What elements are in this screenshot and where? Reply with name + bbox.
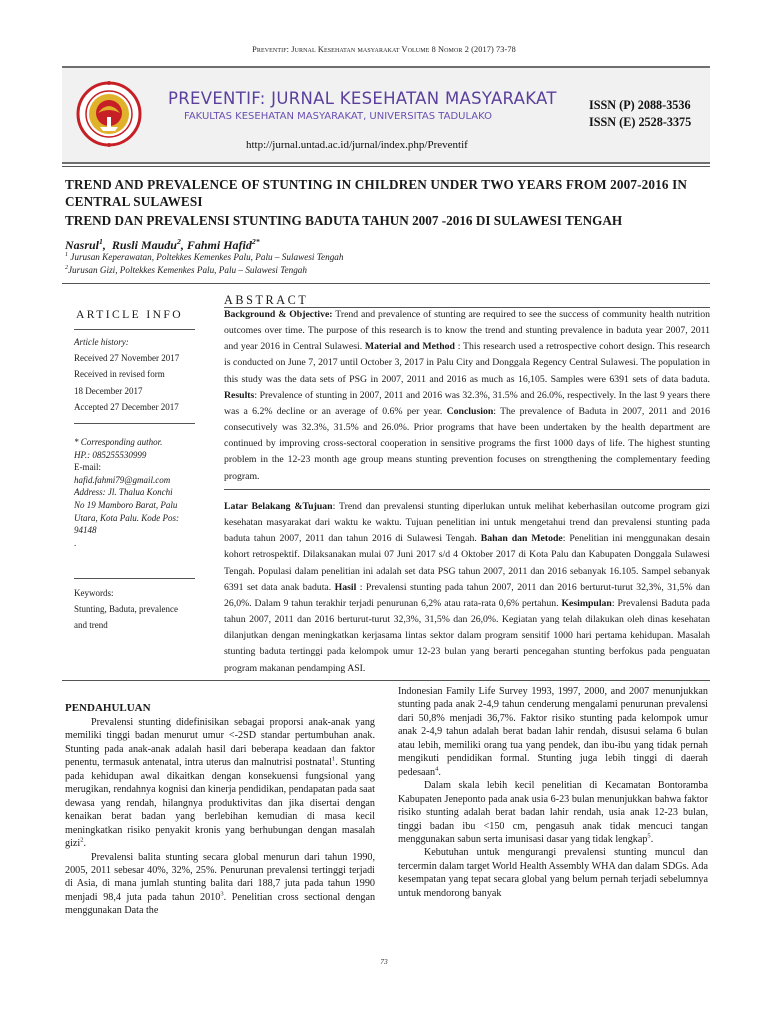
keywords-block: Keywords: Stunting, Baduta, prevalence and trend <box>74 588 178 631</box>
journal-name: PREVENTIF: JURNAL KESEHATAN MASYARAKAT <box>168 89 557 108</box>
abstract-english: Background & Objective: Trend and prevalence of stunting are required to see the success of community health nutrition outcomes over time. The purpose of this research is to know the trend and stunting prevalence in baduta year 2007, 2011 and year 2016 in Central Sulawesi. Material and Method : This research used a retrospective cohort design. This research is conducted on June 7, 2017 until October 3, 2017 in Palu City and Donggala Regency Central Sulawesi. The population in this study was the data sets of PSG in 2007, 2011 and 2016 as much as 16,105. Samples were 6391 sets of data baduta. Results: Prevalence of stunting in 2007, 2011 and 2016 was 32.3%, 31.5% and 26.0%, respectively. In the last 9 years there was a 6.2% decline or an average of 0.6% per year. Conclusion: The prevalence of Baduta in 2007, 2011 and 2016 consecutively was 32.3%, 31.5% and 26.0%. Prior programs that have been undertaken by the health department are continued by improving cross-sectoral cooperation in sensitive programs the first 1000 days of life. The highest stunting problem in the 12-23 month age group means stunting prevention focuses on strengthening the complementary feeding program. <box>224 309 711 482</box>
issn-print: ISSN (P) 2088-3536 <box>589 98 691 112</box>
author-list: Nasrul$^1$, Rusli Maudu$^2$, Fahmi Hafid$^{2*}$ <box>65 237 260 252</box>
divider <box>62 166 710 167</box>
paragraph: Prevalensi balita stunting secara global menurun dari tahun 1990, 2005, 2011 sebesar 40%, 32%, 25%. Penurunan prevalensi tertinggi terjadi di Asia, di mana jumlah stunting balita dari 188,7 juta pada tahun 1990 menjadi 98,4 juta pada tahun 2010$^3$. Penelitian cross sectional dengan menggunakan Data the <box>65 851 376 917</box>
journal-faculty: FAKULTAS KESEHATAN MASYARAKAT, UNIVERSITAS TADULAKO <box>184 111 492 122</box>
paragraph: Prevalensi stunting didefinisikan sebagai proporsi anak-anak yang memiliki tinggi badan menurut umur <-2SD standar pertumbuhan anak. Stunting pada anak-anak adalah hasil dari beberapa keadaan dan faktor penentu, termasuk antenatal, intra uterus dan malnutrisi postnatal$^1$. Stunting pada kehidupan awal dikaitkan dengan konsekuensi fungsional yang merugikan, rendahnya kognisi dan kinerja pendidikan, pendapatan pada saat dewasa yang rendah, hilangnya produktivitas dan jika disertai dengan kenaikan berat badan yang berlebihan kemudian di masa kecil meningkatkan risiko penyakit kronis yang berhubungan dengan masalah gizi$^2$. <box>65 717 375 850</box>
page-number: 73 <box>380 957 388 966</box>
paragraph: Kebutuhan untuk mengurangi prevalensi stunting muncul dan tercermin dalam target World Health Assembly WHA dan dalam SDGs. Ada kesempatan yang tepat secara global yang belum pernah terjadi sebelumnya untuk mendorong banyak <box>398 847 708 899</box>
divider <box>74 329 195 330</box>
issn-electronic: ISSN (E) 2528-3375 <box>589 115 692 129</box>
affiliation: $^1$ Jurusan Keperawatan, Poltekkes Kemenkes Palu, Palu – Sulawesi Tengah <box>65 251 344 262</box>
author-name: Nasrul <box>65 238 100 252</box>
abstract-heading: ABSTRACT <box>224 293 309 307</box>
paragraph: Indonesian Family Life Survey 1993, 1997, 2000, and 2007 menunjukkan stunting pada anak 2-4,9 tahun cenderung mengalami penurunan prevalensi dari 50,8% menjadi 36,7%. Faktor risiko stunting pada kelompok umur anak 2-4,9 tahun adalah berat badan lahir rendah, disusui selama 6 bulan atau lebih, memiliki orang tua yang pendek, dan ibu-ibu yang tidak pernah mengikuti pendidikan formal. Stunting juga lebih tinggi di daerah pedesaan$^4$. <box>398 686 708 778</box>
divider <box>224 489 710 490</box>
divider <box>74 423 195 424</box>
journal-url-link[interactable]: http://jurnal.untad.ac.id/jurnal/index.php/Preventif <box>246 139 468 151</box>
article-title-indonesian: TREND DAN PREVALENSI STUNTING BADUTA TAHUN 2007 -2016 DI SULAWESI TENGAH <box>65 213 623 228</box>
affiliation: $^2$Jurusan Gizi, Poltekkes Kemenkes Palu, Palu – Sulawesi Tengah <box>65 264 307 275</box>
running-header: Preventif: Jurnal Kesehatan masyarakat Volume 8 Nomor 2 (2017) 73-78 <box>252 45 516 54</box>
author-name: Rusli Maudu <box>111 238 177 252</box>
divider <box>74 578 195 579</box>
author-email-link[interactable]: hafid.fahmi79@gmail.com <box>74 474 171 485</box>
author-name: Fahmi Hafid <box>186 238 252 252</box>
article-title-english: TREND AND PREVALENCE OF STUNTING IN CHILDREN UNDER TWO YEARS FROM 2007-2016 IN CENTRAL SULAWESI <box>65 177 688 209</box>
divider <box>62 680 710 681</box>
corresponding-author: * Corresponding author. HP.: 085255530999 E-mail: hafid.fahmi79@gmail.com Address: Jl. Thalua Konchi No 19 Mamboro Barat, Palu Utara, Kota Palu. Kode Pos: 94148 . <box>74 437 179 548</box>
article-info-heading: ARTICLE INFO <box>76 308 184 321</box>
section-heading: PENDAHULUAN <box>65 702 151 714</box>
abstract-indonesian: Latar Belakang &Tujuan: Trend dan prevalensi stunting diperlukan untuk melihat keberhasilan outcome program gizi kesehatan masyarakat dari waktu ke waktu. Tujuan penelitian ini untuk mengetahui trend dan prevalensi stunting pada baduta tahun 2007, 2011 dan tahun 2016 di Sulawesi Tengah. Bahan dan Metode: Penelitian ini menggunakan desain kohort retrospektif. Dilaksanakan mulai 07 Juni 2017 s/d 4 Oktober 2017 di Kota Palu dan Kabupaten Donggala Sulawesi Tengah. Populasi dalam penelitian ini adalah set data PSG tahun 2007, 2011 dan 2016 sebanyak 16.105. Sampel sebanyak 6391 set data anak baduta. Hasil : Prevalensi stunting pada tahun 2007, 2011 dan 2016 berturut-turut 32,3%, 31,5% dan 26,0%. Dalam 9 tahun terakhir terjadi penurunan 6,2% atau rata-rata 0,6% pertahun. Kesimpulan: Prevalensi Baduta pada tahun 2007, 2011 dan 2016 berturut-turut 32,3%, 31,5% dan 26,0%. Kegiatan yang telah dilakukan oleh dinas kesehatan dilanjutkan dengan meningkatkan kerjasama lintas sektor dalam program sensitif 1000 hari pertama kehidupan. Masalah stunting baduta tertinggi pada kelompok umur 12-23 bulan yang berarti pencegahan stunting berfokus pada penguatan program makanan pendamping ASI. <box>224 501 711 674</box>
body-column-left <box>65 716 375 918</box>
paragraph: Dalam skala lebih kecil penelitian di Kecamatan Bontoramba Kabupaten Jeneponto pada anak usia 6-23 bulan menunjukkan bahwa faktor risiko stunting adalah berat badan lahir rendah, usia anak 12-23 bulan, tinggi badan ibu <150 cm, pengasuh anak tidak mencuci tangan menggunakan sabun serta imunisasi dasar yang tidak lengkap$^5$. <box>398 780 708 845</box>
divider <box>62 283 710 284</box>
body-column-right <box>398 685 708 900</box>
journal-logo-icon <box>76 79 142 149</box>
article-history: Article history: Received 27 November 2017 Received in revised form 18 December 2017 Accepted 27 December 2017 <box>74 337 180 412</box>
